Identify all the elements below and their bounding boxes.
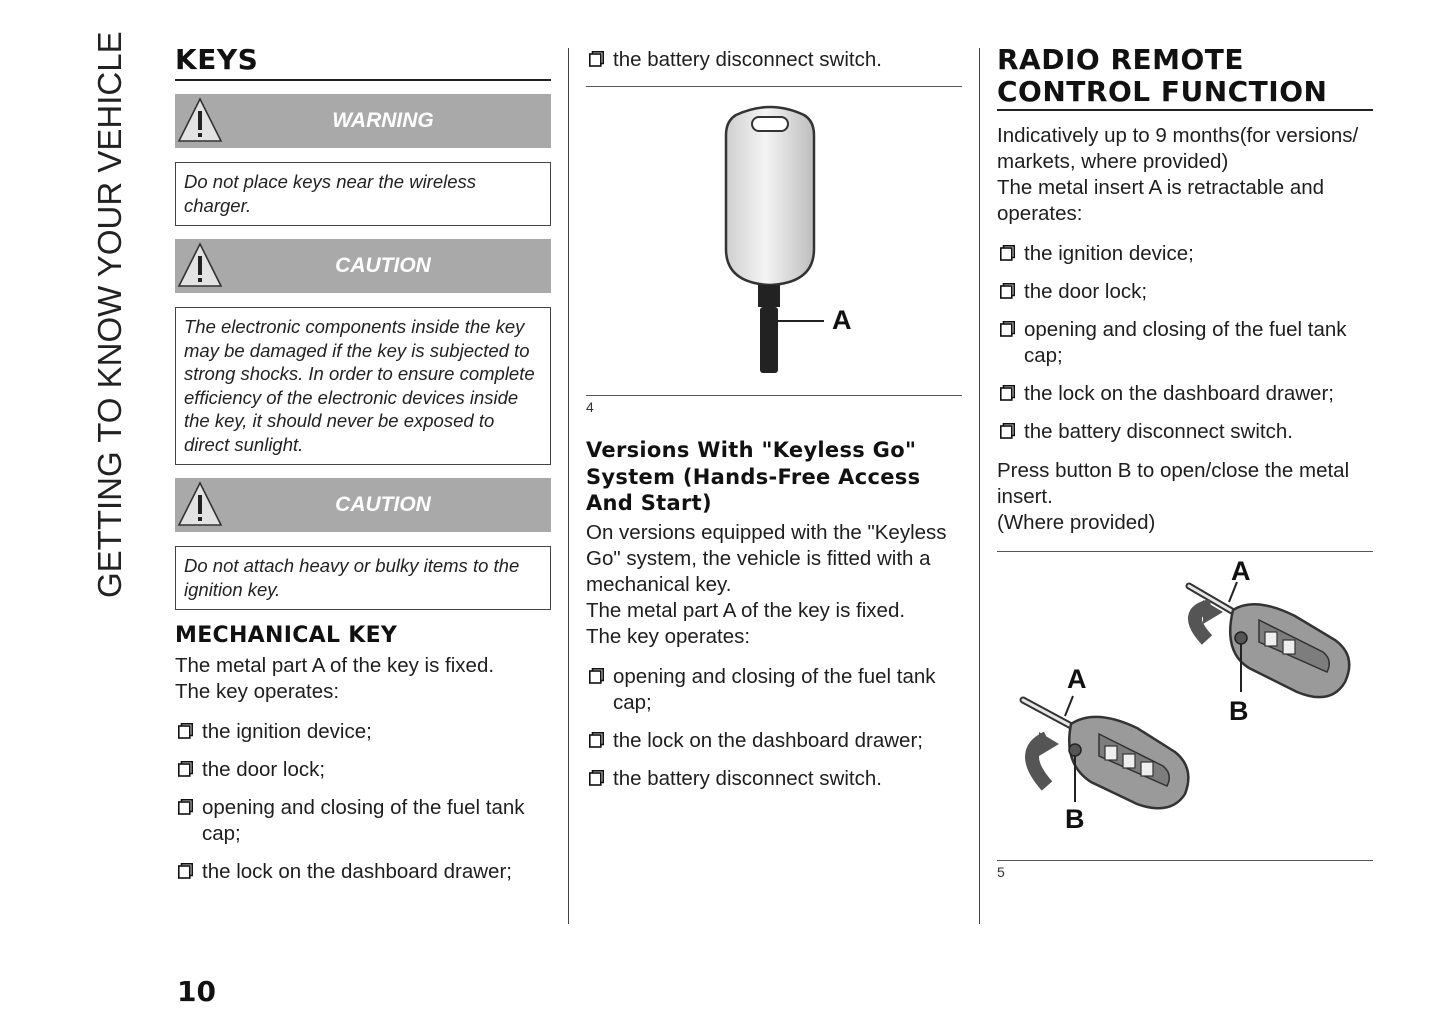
list-item: the battery disconnect switch. [586, 766, 962, 792]
side-chapter-title: GETTING TO KNOW YOUR VEHICLE [91, 31, 128, 598]
caution-label: CAUTION [335, 254, 431, 277]
paragraph: The metal insert A is retractable and operates: [997, 176, 1325, 225]
caution-label: CAUTION [335, 493, 431, 516]
list-item: the lock on the dashboard drawer; [997, 381, 1373, 407]
figure-callout-b: B [1065, 804, 1085, 834]
figure-bottom-rule [997, 860, 1373, 861]
caution-banner [175, 239, 551, 293]
checkbox-bullet-icon [1000, 283, 1015, 299]
column-radio-remote [997, 40, 1373, 880]
figure-number: 4 [586, 399, 594, 415]
paragraph: (Where provided) [997, 511, 1156, 534]
column-keys [175, 40, 551, 885]
page-number: 10 [177, 975, 216, 1008]
checkbox-bullet-icon [589, 51, 604, 67]
figure-callout-a: A [832, 305, 852, 335]
section-heading-keys: KEYS [175, 40, 551, 81]
paragraph: On versions equipped with the "Keyless Go" system, the vehicle is fitted with a mechanical key. [586, 520, 947, 596]
checkbox-bullet-icon [1000, 245, 1015, 261]
list-item: opening and closing of the fuel tank cap; [997, 317, 1373, 369]
figure-number: 5 [997, 864, 1005, 880]
list-item: the battery disconnect switch. [586, 47, 962, 73]
paragraph: Press button B to open/close the metal insert. [997, 459, 1350, 508]
checkbox-bullet-icon [589, 668, 604, 684]
column-divider [568, 48, 569, 924]
warning-text: Do not place keys near the wireless charger. [175, 162, 551, 226]
checkbox-bullet-icon [1000, 423, 1015, 439]
paragraph: The key operates: [586, 624, 751, 648]
list-item: the ignition device; [997, 241, 1373, 267]
caution-banner [175, 478, 551, 532]
warning-label: WARNING [332, 109, 434, 132]
figure-bottom-rule [586, 395, 962, 396]
paragraph: Indicatively up to 9 months(for versions/ markets, where provided) [997, 124, 1359, 173]
figure-callout-b: B [1229, 696, 1249, 726]
checkbox-bullet-icon [178, 761, 193, 777]
subheading-mechanical-key: MECHANICAL KEY [175, 623, 398, 648]
checkbox-bullet-icon [178, 863, 193, 879]
paragraph: The metal part A of the key is fixed. [175, 654, 495, 677]
list-item: the door lock; [175, 757, 551, 783]
figure-callout-a: A [1067, 664, 1087, 694]
checkbox-bullet-icon [589, 732, 604, 748]
list-item: opening and closing of the fuel tank cap; [175, 795, 551, 847]
warning-banner [175, 94, 551, 148]
paragraph: The key operates: [175, 680, 340, 703]
paragraph: The metal part A of the key is fixed. [586, 598, 906, 622]
subheading-keyless-go: Versions With "Keyless Go" System (Hands-Free Access And Start) [586, 438, 921, 515]
checkbox-bullet-icon [1000, 321, 1015, 337]
caution-text: Do not attach heavy or bulky items to the ignition key. [175, 546, 551, 610]
figure-callout-a: A [1231, 556, 1251, 586]
checkbox-bullet-icon [589, 770, 604, 786]
column-keyless [586, 40, 962, 792]
list-item: the battery disconnect switch. [997, 419, 1373, 445]
checkbox-bullet-icon [1000, 385, 1015, 401]
list-item: the lock on the dashboard drawer; [175, 859, 551, 885]
figure-mechanical-key [586, 87, 962, 395]
remote-key-illustration [997, 552, 1373, 860]
list-item: opening and closing of the fuel tank cap; [586, 664, 962, 716]
caution-text: The electronic components inside the key may be damaged if the key is subjected to strong shocks. In order to ensure complete efficiency of the electronic devices inside the key, it should never be exposed to direct sunlight. [175, 307, 551, 465]
figure-remote-keys [997, 552, 1373, 860]
list-item: the lock on the dashboard drawer; [586, 728, 962, 754]
checkbox-bullet-icon [178, 723, 193, 739]
list-item: the door lock; [997, 279, 1373, 305]
section-heading-radio-remote: RADIO REMOTE CONTROL FUNCTION [997, 40, 1373, 111]
mechanical-key-illustration [586, 87, 962, 395]
column-divider [979, 48, 980, 924]
checkbox-bullet-icon [178, 799, 193, 815]
list-item: the ignition device; [175, 719, 551, 745]
